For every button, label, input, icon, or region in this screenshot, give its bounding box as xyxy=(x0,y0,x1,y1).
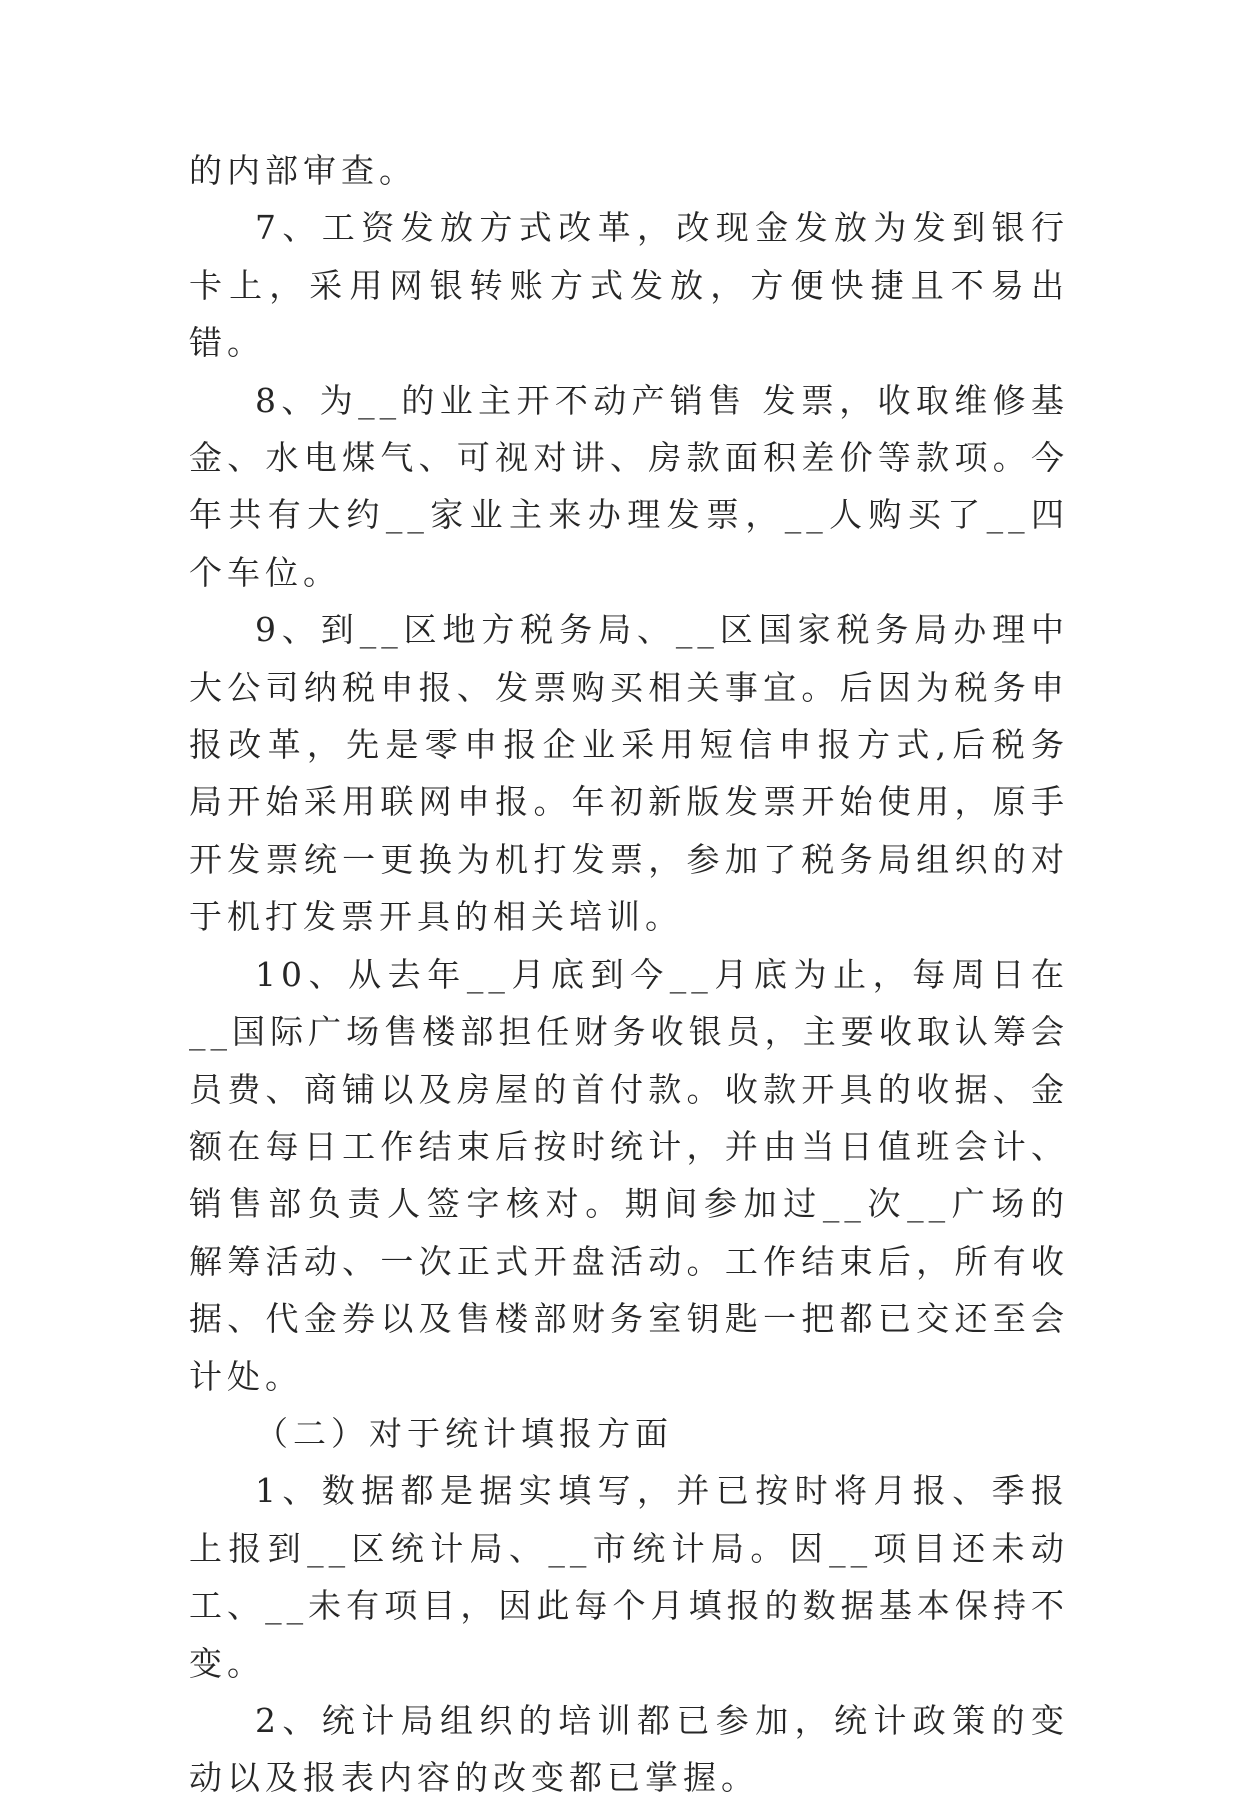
paragraph-item-8: 8、为__的业主开不动产销售 发票，收取维修基金、水电煤气、可视对讲、房款面积差价等款项。今年共有大约__家业主来办理发票，__人购买了__四个车位。 xyxy=(189,380,1069,592)
paragraph-continuation: 的内部审查。 xyxy=(189,151,417,190)
paragraph-item-7: 7、工资发放方式改革，改现金发放为发到银行卡上，采用网银转账方式发放，方便快捷且不易出错。 xyxy=(189,208,1069,363)
paragraph-stat-2: 2、统计局组织的培训都已参加，统计政策的变动以及报表内容的改变都已掌握。 xyxy=(189,1700,1069,1798)
document-body xyxy=(189,142,1069,1807)
paragraph-stat-1: 1、数据都是据实填写，并已按时将月报、季报上报到__区统计局、__市统计局。因__项目还未动工、__未有项目，因此每个月填报的数据基本保持不变。 xyxy=(189,1471,1069,1683)
paragraph-item-10: 10、从去年__月底到今__月底为止，每周日在__国际广场售楼部担任财务收银员，主要收取认筹会员费、商铺以及房屋的首付款。收款开具的收据、金额在每日工作结束后按时统计，并由当日值班会计、销售部负责人签字核对。期间参加过__次__广场的解筹活动、一次正式开盘活动。工作结束后，所有收据、代金券以及售楼部财务室钥匙一把都已交还至会计处。 xyxy=(189,954,1069,1396)
section-heading: （二）对于统计填报方面 xyxy=(255,1413,673,1453)
paragraph-item-9: 9、到__区地方税务局、__区国家税务局办理中大公司纳税申报、发票购买相关事宜。后因为税务申报改革，先是零申报企业采用短信申报方式,后税务局开始采用联网申报。年初新版发票开始使用，原手开发票统一更换为机打发票，参加了税务局组织的对于机打发票开具的相关培训。 xyxy=(189,610,1069,937)
